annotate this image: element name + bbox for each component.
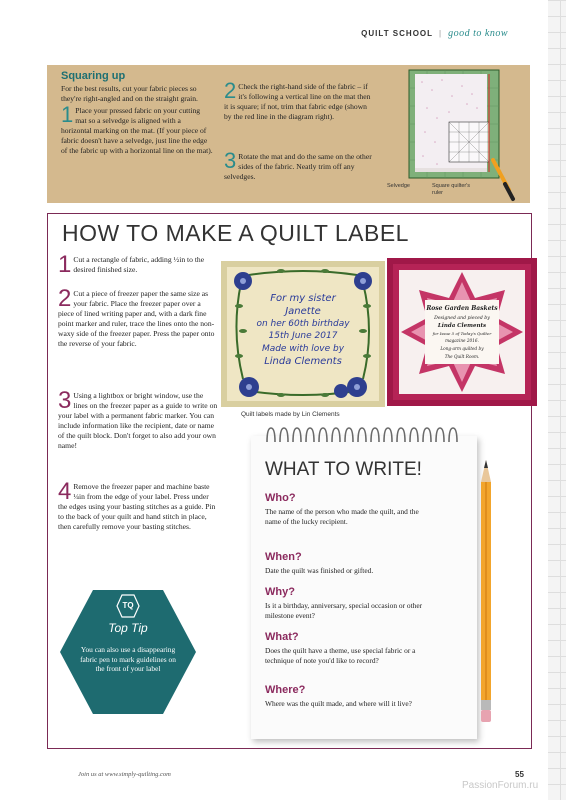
- label-line: 15th June 2017: [268, 331, 338, 341]
- step-number: 2: [58, 285, 72, 312]
- label-line: Designed and pieced by: [434, 316, 490, 321]
- step-number: 2: [224, 78, 237, 103]
- step-number: 3: [58, 387, 72, 414]
- step-text: Place your pressed fabric on your cutting mat so a selvedge is aligned with a horizontal marking on the mat. (If your piece of fabric doesn't have a selvedge, just line the edge of the fabric up with a horizontal line on the mat).: [61, 106, 213, 155]
- squaring-up-step-1: [61, 102, 213, 156]
- label-line: Linda Clements: [264, 356, 342, 367]
- diagram-label-ruler: Square quilter's ruler: [432, 183, 471, 196]
- label-line: For my sister: [270, 293, 336, 304]
- step-number: 3: [224, 148, 237, 173]
- photo-caption: Quilt labels made by Lin Clements: [241, 411, 340, 418]
- question-who: Who?: [265, 492, 296, 504]
- squaring-up-title: Squaring up: [61, 70, 126, 82]
- pencil-icon: [476, 460, 496, 728]
- label-line: Made with love by: [261, 344, 345, 354]
- step-text: Cut a rectangle of fabric, adding ½in to the desired finished size.: [73, 255, 205, 274]
- question-when: When?: [265, 551, 302, 563]
- question-why: Why?: [265, 586, 295, 598]
- what-to-write-notebook: [251, 436, 477, 739]
- answer-why: Is it a birthday, anniversary, special occasion or other milestone event?: [265, 601, 423, 620]
- label-line: Janette: [285, 306, 321, 317]
- diagram-label-selvedge: Selvedge: [387, 183, 410, 189]
- label-line: Long-arm quilted by: [440, 346, 484, 351]
- step-4: [58, 478, 218, 532]
- page-header: [361, 28, 508, 39]
- watermark: PassionForum.ru: [462, 780, 539, 791]
- step-2: [58, 285, 218, 349]
- label-line: Rose Garden Baskets: [426, 305, 498, 312]
- step-text: Remove the freezer paper and machine baste ¼in from the edge of your label. Press under the edges using your basting stitches as a guide. Pin to the back of your quilt and hand stitch in place, then carefully remove your basting stitches.: [58, 482, 216, 531]
- label-line: Linda Clements: [437, 323, 487, 329]
- squaring-up-step-3: [224, 148, 374, 182]
- quilt-label-photo-birthday: [221, 261, 385, 407]
- page-number: 55: [515, 770, 524, 779]
- step-number: 1: [61, 102, 74, 127]
- footer-website: Join us at www.simply-quilting.com: [78, 771, 171, 778]
- step-text: Using a lightbox or bright window, use the lines on the freezer paper as a guide to write on your label with a permanent fabric marker. You can include information like the recipient, date or name of the quilt block. Don't forget to also add your own name!: [58, 391, 218, 450]
- squaring-up-box: [47, 65, 530, 203]
- question-where: Where?: [265, 684, 306, 696]
- section-title: HOW TO MAKE A QUILT LABEL: [62, 220, 409, 246]
- step-text: Check the right-hand side of the fabric – if it's following a vertical line on the mat then it is square; if not, trim that fabric edge (shown by the red line in the diagram right).: [224, 82, 371, 121]
- question-what: What?: [265, 631, 299, 643]
- squaring-up-intro: For the best results, cut your fabric pieces so they're right-angled and on the straight grain.: [61, 84, 198, 103]
- answer-who: The name of the person who made the quilt, and the name of the lucky recipient.: [265, 507, 419, 526]
- label-line: for Issue 5 of Today's Quilter: [432, 331, 492, 336]
- step-text: Cut a piece of freezer paper the same size as your fabric. Place the freezer paper over a piece of lined writing paper and, with a dark fine point marker and ruler, trace the lines onto the non-waxy side of the freezer paper. Press the paper onto the reverse of your fabric.: [58, 289, 215, 348]
- label-line: on her 60th birthday: [256, 319, 350, 329]
- answer-where: Where was the quilt made, and where will it live?: [265, 699, 412, 708]
- top-tip: [58, 588, 198, 716]
- answer-when: Date the quilt was finished or gifted.: [265, 566, 374, 575]
- label-line: The Quilt Room.: [444, 354, 480, 359]
- spiral-binding: [261, 426, 467, 448]
- header-subsection: good to know: [448, 28, 508, 39]
- step-text: Rotate the mat and do the same on the other sides of the fabric. Neatly trim off any selvedges.: [224, 152, 372, 181]
- step-3: [58, 387, 218, 451]
- tip-title: Top Tip: [108, 621, 148, 635]
- squaring-up-column-1: [61, 84, 213, 156]
- step-number: 4: [58, 478, 72, 505]
- tip-text: You can also use a disappearing fabric pen to mark guidelines on the front of your label: [80, 645, 176, 673]
- answer-what: Does the quilt have a theme, use special fabric or a technique of note you'd like to record?: [265, 646, 416, 665]
- step-number: 1: [58, 251, 72, 278]
- tip-badge-text: TQ: [122, 601, 134, 610]
- label-line: magazine 2016.: [445, 338, 479, 343]
- header-separator: |: [439, 29, 443, 38]
- header-section: QUILT SCHOOL: [361, 29, 434, 38]
- what-to-write-title: WHAT TO WRITE!: [265, 459, 422, 480]
- quilt-label-photo-star: [387, 258, 537, 406]
- squaring-up-step-2: [224, 78, 374, 122]
- step-1: [58, 251, 218, 278]
